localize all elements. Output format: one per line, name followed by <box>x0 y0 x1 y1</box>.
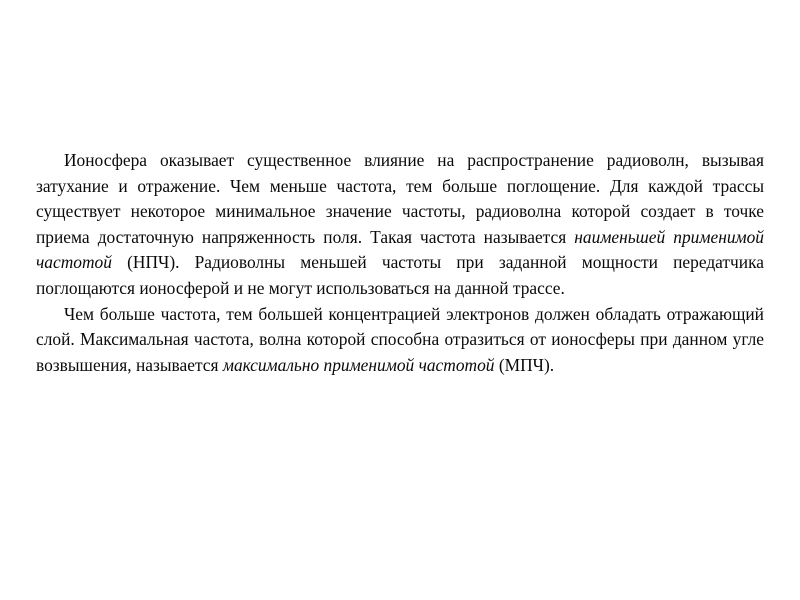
paragraph-2-segment-3: (МПЧ). <box>494 354 555 375</box>
paragraph-1 <box>36 148 764 302</box>
paragraph-1-emphasis-term: наименьшей применимой частотой <box>36 226 765 273</box>
paragraph-2-emphasis-term: максимально применимой частотой <box>222 354 495 375</box>
body-text-block <box>36 148 764 378</box>
paragraph-1-segment-1: Ионосфера оказывает существенное влияние на распространение радиоволн, вызывая затухание и отражение. Чем меньше частота, тем больше поглощение. Для каждой трассы существует некоторое минимальное значение частоты, радиоволна которой создает в точке приема достаточную напряженность поля. Такая частота называется <box>36 150 764 247</box>
paragraph-2 <box>36 302 764 379</box>
paragraph-1-segment-3: (НПЧ). Радиоволны меньшей частоты при заданной мощности передатчика поглощаются ионосферой и не могут использоваться на данной трассе. <box>36 252 764 298</box>
paragraph-2-segment-1: Чем больше частота, тем большей концентрацией электронов должен обладать отражающий слой. Максимальная частота, волна которой способна отразиться от ионосферы при данном угле возвышения, называется <box>36 303 764 375</box>
